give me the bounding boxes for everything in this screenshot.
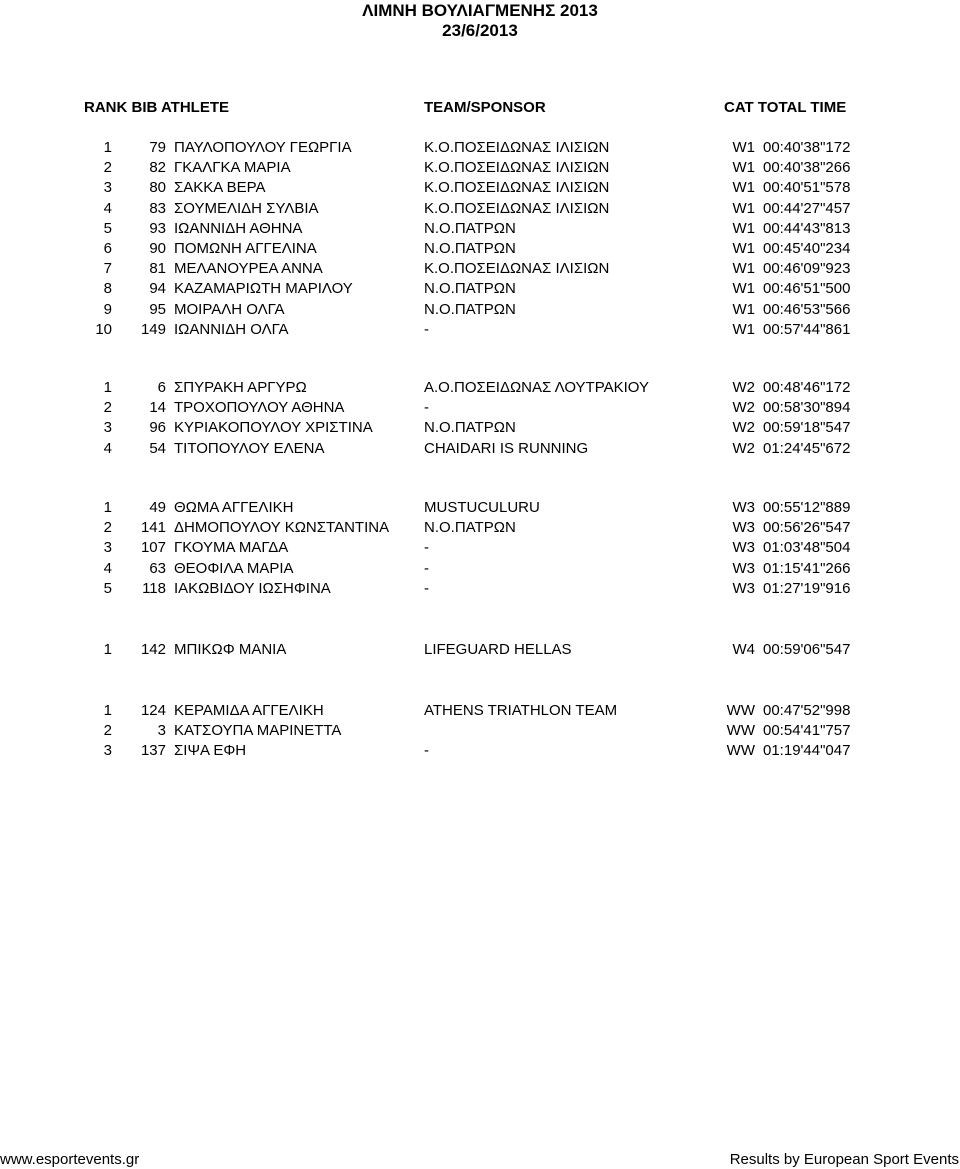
rank-cell: 1 xyxy=(103,139,112,156)
rank-cell: 4 xyxy=(103,199,112,217)
category-cell: W4 xyxy=(732,641,755,658)
category-cell: W3 xyxy=(732,519,755,537)
athlete-name-cell: ΣΟΥΜΕΛΙΔΗ ΣΥΛΒΙΑ xyxy=(174,199,319,217)
bib-cell: 80 xyxy=(149,179,166,197)
total-time-cell: 00:44'43"813 xyxy=(763,219,851,237)
bib-cell: 63 xyxy=(149,559,166,577)
total-time-cell: 01:24'45"672 xyxy=(763,439,851,457)
result-row xyxy=(0,220,960,240)
team-cell: - xyxy=(424,742,429,760)
category-cell: W1 xyxy=(732,139,755,156)
rank-cell: 4 xyxy=(103,439,112,457)
result-row xyxy=(0,440,960,460)
team-cell: Ν.Ο.ΠΑΤΡΩΝ xyxy=(424,419,516,437)
category-cell: W1 xyxy=(732,280,755,298)
team-cell: Α.Ο.ΠΟΣΕΙΔΩΝΑΣ ΛΟΥΤΡΑΚΙΟΥ xyxy=(424,379,649,396)
bib-cell: 94 xyxy=(149,280,166,298)
bib-cell: 142 xyxy=(140,641,166,658)
category-cell: W3 xyxy=(732,579,755,597)
team-cell: - xyxy=(424,539,429,557)
athlete-name-cell: ΣΙΨΑ ΕΦΗ xyxy=(174,742,247,760)
header-rank-bib-athlete: RANK BIB ATHLETE xyxy=(84,99,229,116)
athlete-name-cell: ΜΟΙΡΑΛΗ ΟΛΓΑ xyxy=(174,300,285,318)
athlete-name-cell: ΘΩΜΑ ΑΓΓΕΛΙΚΗ xyxy=(174,499,294,516)
result-row xyxy=(0,742,960,762)
bib-cell: 79 xyxy=(149,139,166,156)
total-time-cell: 00:40'38"172 xyxy=(763,139,851,156)
athlete-name-cell: ΚΕΡΑΜΙΔΑ ΑΓΓΕΛΙΚΗ xyxy=(174,702,324,719)
category-cell: W1 xyxy=(732,199,755,217)
bib-cell: 118 xyxy=(142,579,166,597)
athlete-name-cell: ΓΚΟΥΜΑ ΜΑΓΔΑ xyxy=(174,539,289,557)
total-time-cell: 01:03'48"504 xyxy=(763,539,851,557)
team-cell: CHAIDARI IS RUNNING xyxy=(424,439,589,457)
bib-cell: 96 xyxy=(149,419,166,437)
athlete-name-cell: ΤΡΟΧΟΠΟΥΛΟΥ ΑΘΗΝΑ xyxy=(174,399,345,417)
bib-cell: 49 xyxy=(149,499,166,516)
bib-cell: 81 xyxy=(149,260,166,278)
total-time-cell: 00:55'12"889 xyxy=(763,499,851,516)
total-time-cell: 00:54'41"757 xyxy=(763,722,851,740)
rank-cell: 1 xyxy=(103,379,112,396)
team-cell: Ν.Ο.ΠΑΤΡΩΝ xyxy=(424,280,516,298)
bib-cell: 54 xyxy=(149,439,166,457)
category-cell: WW xyxy=(726,702,755,719)
result-row xyxy=(0,200,960,220)
rank-cell: 5 xyxy=(103,579,112,597)
total-time-cell: 01:15'41"266 xyxy=(763,559,851,577)
rank-cell: 1 xyxy=(103,641,112,658)
total-time-cell: 00:40'38"266 xyxy=(763,159,851,177)
category-cell: WW xyxy=(726,742,755,760)
category-cell: W3 xyxy=(732,499,755,516)
bib-cell: 141 xyxy=(140,519,166,537)
category-cell: W2 xyxy=(732,439,755,457)
athlete-name-cell: ΤΙΤΟΠΟΥΛΟΥ ΕΛΕΝΑ xyxy=(174,439,325,457)
rank-cell: 10 xyxy=(95,320,112,338)
athlete-name-cell: ΙΩΑΝΝΙΔΗ ΑΘΗΝΑ xyxy=(174,219,303,237)
total-time-cell: 00:48'46"172 xyxy=(763,379,851,396)
result-row xyxy=(0,641,960,661)
bib-cell: 137 xyxy=(140,742,166,760)
rank-cell: 3 xyxy=(103,419,112,437)
category-cell: W1 xyxy=(732,240,755,257)
rank-cell: 3 xyxy=(103,179,112,197)
team-cell: - xyxy=(424,399,429,417)
team-cell: - xyxy=(424,559,429,577)
total-time-cell: 00:46'09"923 xyxy=(763,260,851,278)
header-cat-total-time: CAT TOTAL TIME xyxy=(724,99,847,116)
team-cell: Ν.Ο.ΠΑΤΡΩΝ xyxy=(424,240,516,257)
total-time-cell: 00:58'30"894 xyxy=(763,399,851,417)
team-cell: Κ.Ο.ΠΟΣΕΙΔΩΝΑΣ ΙΛΙΣΙΩΝ xyxy=(424,260,610,278)
rank-cell: 3 xyxy=(103,742,112,760)
category-cell: W1 xyxy=(732,159,755,177)
total-time-cell: 00:44'27"457 xyxy=(763,199,851,217)
event-date: 23/6/2013 xyxy=(442,21,518,40)
rank-cell: 2 xyxy=(103,519,112,537)
category-cell: W1 xyxy=(732,320,755,338)
athlete-name-cell: ΚΑΖΑΜΑΡΙΩΤΗ ΜΑΡΙΛΟΥ xyxy=(174,280,353,298)
team-cell: MUSTUCULURU xyxy=(424,499,540,516)
result-row xyxy=(0,419,960,439)
bib-cell: 124 xyxy=(140,702,166,719)
rank-cell: 4 xyxy=(103,559,112,577)
bib-cell: 93 xyxy=(149,219,166,237)
result-row xyxy=(0,399,960,419)
athlete-name-cell: ΙΑΚΩΒΙΔΟΥ ΙΩΣΗΦΙΝΑ xyxy=(174,579,331,597)
result-row xyxy=(0,240,960,260)
team-cell: Ν.Ο.ΠΑΤΡΩΝ xyxy=(424,219,516,237)
rank-cell: 1 xyxy=(103,499,112,516)
team-cell: ATHENS TRIATHLON TEAM xyxy=(424,702,618,719)
total-time-cell: 00:46'51"500 xyxy=(763,280,851,298)
athlete-name-cell: ΔΗΜΟΠΟΥΛΟΥ ΚΩΝΣΤΑΝΤΙΝΑ xyxy=(174,519,390,537)
category-cell: W1 xyxy=(732,300,755,318)
athlete-name-cell: ΣΠΥΡΑΚΗ ΑΡΓΥΡΩ xyxy=(174,379,307,396)
total-time-cell: 00:45'40"234 xyxy=(763,240,851,257)
footer-website: www.esportevents.gr xyxy=(0,1151,140,1168)
team-cell: Κ.Ο.ΠΟΣΕΙΔΩΝΑΣ ΙΛΙΣΙΩΝ xyxy=(424,179,610,197)
result-row xyxy=(0,139,960,159)
total-time-cell: 00:47'52"998 xyxy=(763,702,851,719)
bib-cell: 83 xyxy=(149,199,166,217)
result-row xyxy=(0,499,960,519)
total-time-cell: 00:57'44"861 xyxy=(763,320,851,338)
category-cell: WW xyxy=(726,722,755,740)
rank-cell: 7 xyxy=(103,260,112,278)
result-row xyxy=(0,321,960,341)
total-time-cell: 00:56'26"547 xyxy=(763,519,851,537)
team-cell: - xyxy=(424,579,429,597)
rank-cell: 2 xyxy=(103,399,112,417)
rank-cell: 5 xyxy=(103,219,112,237)
athlete-name-cell: ΙΩΑΝΝΙΔΗ ΟΛΓΑ xyxy=(174,320,289,338)
rank-cell: 9 xyxy=(103,300,112,318)
category-cell: W3 xyxy=(732,539,755,557)
footer-credit: Results by European Sport Events xyxy=(729,1151,959,1168)
category-cell: W1 xyxy=(732,179,755,197)
result-row xyxy=(0,379,960,399)
bib-cell: 82 xyxy=(149,159,166,177)
total-time-cell: 00:40'51"578 xyxy=(763,179,851,197)
athlete-name-cell: ΚΥΡΙΑΚΟΠΟΥΛΟΥ ΧΡΙΣΤΙΝΑ xyxy=(174,419,373,437)
team-cell: Ν.Ο.ΠΑΤΡΩΝ xyxy=(424,519,516,537)
total-time-cell: 00:59'18"547 xyxy=(763,419,851,437)
result-row xyxy=(0,539,960,559)
bib-cell: 3 xyxy=(157,722,166,740)
result-row xyxy=(0,159,960,179)
athlete-name-cell: ΣΑΚΚΑ ΒΕΡΑ xyxy=(174,179,266,197)
total-time-cell: 00:59'06"547 xyxy=(763,641,851,658)
bib-cell: 14 xyxy=(149,399,166,417)
result-row xyxy=(0,301,960,321)
rank-cell: 2 xyxy=(103,159,112,177)
result-row xyxy=(0,179,960,199)
category-cell: W1 xyxy=(732,219,755,237)
total-time-cell: 01:27'19"916 xyxy=(763,579,851,597)
category-cell: W2 xyxy=(732,379,755,396)
athlete-name-cell: ΜΠΙΚΩΦ ΜΑΝΙΑ xyxy=(174,641,287,658)
rank-cell: 8 xyxy=(103,280,112,298)
total-time-cell: 00:46'53"566 xyxy=(763,300,851,318)
rank-cell: 1 xyxy=(103,702,112,719)
bib-cell: 107 xyxy=(140,539,166,557)
result-row xyxy=(0,560,960,580)
athlete-name-cell: ΠΟΜΩΝΗ ΑΓΓΕΛΙΝΑ xyxy=(174,240,317,257)
bib-cell: 6 xyxy=(157,379,166,396)
category-cell: W2 xyxy=(732,419,755,437)
category-cell: W3 xyxy=(732,559,755,577)
bib-cell: 149 xyxy=(140,320,166,338)
total-time-cell: 01:19'44"047 xyxy=(763,742,851,760)
result-row xyxy=(0,260,960,280)
team-cell: LIFEGUARD HELLAS xyxy=(424,641,572,658)
result-row xyxy=(0,519,960,539)
athlete-name-cell: ΘΕΟΦΙΛΑ ΜΑΡΙΑ xyxy=(174,559,294,577)
page-title: ΛΙΜΝΗ ΒΟΥΛΙΑΓΜΕΝΗΣ 2013 xyxy=(362,1,598,20)
team-cell: Ν.Ο.ΠΑΤΡΩΝ xyxy=(424,300,516,318)
team-cell: - xyxy=(424,320,429,338)
team-cell: Κ.Ο.ΠΟΣΕΙΔΩΝΑΣ ΙΛΙΣΙΩΝ xyxy=(424,159,610,177)
team-cell: Κ.Ο.ΠΟΣΕΙΔΩΝΑΣ ΙΛΙΣΙΩΝ xyxy=(424,199,610,217)
result-row xyxy=(0,702,960,722)
athlete-name-cell: ΠΑΥΛΟΠΟΥΛΟΥ ΓΕΩΡΓΙΑ xyxy=(174,139,352,156)
athlete-name-cell: ΓΚΑΛΓΚΑ ΜΑΡΙΑ xyxy=(174,159,291,177)
header-team-sponsor: TEAM/SPONSOR xyxy=(424,99,546,116)
result-row xyxy=(0,580,960,600)
rank-cell: 2 xyxy=(103,722,112,740)
bib-cell: 95 xyxy=(149,300,166,318)
rank-cell: 6 xyxy=(103,240,112,257)
athlete-name-cell: ΜΕΛΑΝΟΥΡΕΑ ΑΝΝΑ xyxy=(174,260,323,278)
result-row xyxy=(0,280,960,300)
category-cell: W1 xyxy=(732,260,755,278)
athlete-name-cell: ΚΑΤΣΟΥΠΑ ΜΑΡΙΝΕΤΤΑ xyxy=(174,722,342,740)
rank-cell: 3 xyxy=(103,539,112,557)
category-cell: W2 xyxy=(732,399,755,417)
result-row xyxy=(0,722,960,742)
team-cell: Κ.Ο.ΠΟΣΕΙΔΩΝΑΣ ΙΛΙΣΙΩΝ xyxy=(424,139,610,156)
bib-cell: 90 xyxy=(149,240,166,257)
